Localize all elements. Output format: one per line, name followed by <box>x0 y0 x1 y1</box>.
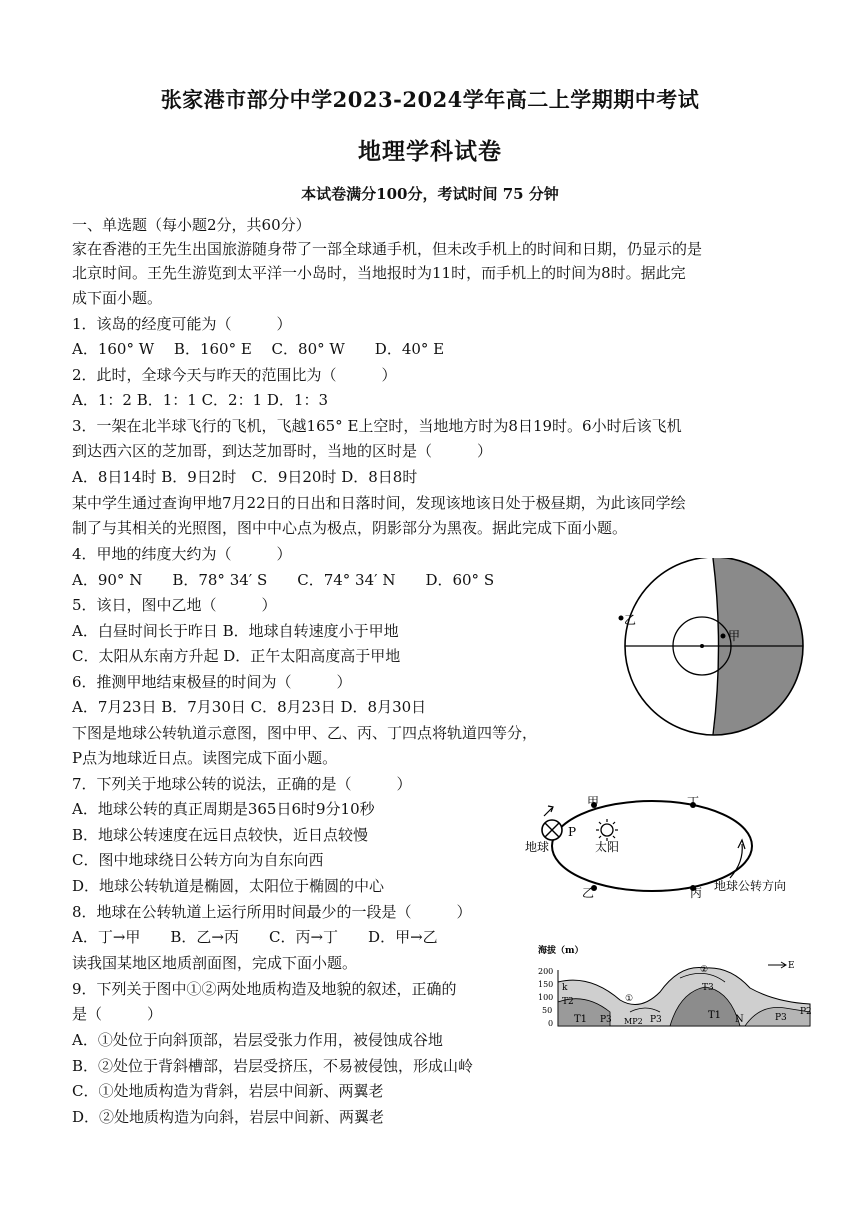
geo-ytick: 200 <box>538 967 554 976</box>
orbit-earth-label: 地球 <box>525 840 550 854</box>
text-line: 8．地球在公转轨道上运行所用时间最少的一段是（ ） <box>72 903 472 921</box>
text-line: 制了与其相关的光照图，图中中心点为极点，阴影部分为黑夜。据此完成下面小题。 <box>72 519 628 537</box>
text-line: B．②处位于背斜槽部，岩层受挤压，不易被侵蚀，形成山岭 <box>72 1057 474 1075</box>
exam-title: 张家港市部分中学2023-2024学年高二上学期期中考试 <box>160 87 700 112</box>
text-line: A．160° W B．160° E C．80° W D．40° E <box>72 340 445 358</box>
text-line: B．地球公转速度在远日点较快，近日点较慢 <box>72 826 369 844</box>
rock-label: T3 <box>702 983 714 993</box>
orbit-ding: 丁 <box>687 795 700 809</box>
text-line: 5．该日，图中乙地（ ） <box>72 596 277 614</box>
text-line: 一、单选题（每小题2分，共60分） <box>72 216 311 234</box>
text-line: P点为地球近日点。读图完成下面小题。 <box>72 749 338 767</box>
geo-mark-2: ② <box>700 965 709 975</box>
orbit-jia: 甲 <box>587 795 600 809</box>
text-line: 6．推测甲地结束极昼的时间为（ ） <box>72 673 352 691</box>
text-line: C．①处地质构造为背斜，岩层中间新、两翼老 <box>72 1082 384 1100</box>
earth-icon <box>542 806 562 840</box>
rock-label: MP2 <box>624 1017 643 1026</box>
text-line: A．8日14时 B．9日2时 C．9日20时 D．8日8时 <box>72 468 418 486</box>
text-line: 是（ ） <box>72 1005 163 1023</box>
orbit-direction: 地球公转方向 <box>714 879 787 893</box>
geo-ytick: 50 <box>542 1006 553 1015</box>
text-line: 读我国某地区地质剖面图，完成下面小题。 <box>72 954 358 972</box>
text-line: A．7月23日 B．7月30日 C．8月23日 D．8月30日 <box>72 698 427 716</box>
geology-profile-figure <box>530 942 815 1032</box>
rock-label: P2 <box>800 1007 812 1017</box>
polar-illumination-figure <box>596 558 832 738</box>
text-line: 1．该岛的经度可能为（ ） <box>72 315 292 333</box>
text-line: A．丁→甲 B．乙→丙 C．丙→丁 D．甲→乙 <box>72 928 438 946</box>
text-line: A．1：2 B．1：1 C．2：1 D．1：3 <box>72 391 329 409</box>
geo-ytick: 0 <box>548 1019 554 1028</box>
orbit-bing: 丙 <box>690 886 703 900</box>
geo-ylabel: 海拔（m） <box>538 946 584 956</box>
text-line: 9．下列关于图中①②两处地质构造及地貌的叙述，正确的 <box>72 980 457 998</box>
text-line: C．图中地球绕日公转方向为自东向西 <box>72 851 324 869</box>
rock-label: P3 <box>600 1015 612 1025</box>
rock-label: N <box>735 1014 744 1025</box>
rock-label: P3 <box>650 1015 662 1025</box>
text-line: A．白昼时间长于昨日 B．地球自转速度小于甲地 <box>72 622 399 640</box>
sun-icon <box>596 819 618 841</box>
geo-east: E <box>788 961 795 971</box>
text-line: 某中学生通过查询甲地7月22日的日出和日落时间，发现该地该日处于极昼期，为此该同学绘 <box>72 494 686 512</box>
label-jia: 甲 <box>728 629 741 643</box>
subject-title: 地理学科试卷 <box>358 138 502 165</box>
text-line: A．90° N B．78° 34′ S C．74° 34′ N D．60° S <box>72 571 495 589</box>
rock-label: T2 <box>562 997 574 1007</box>
text-line: 家在香港的王先生出国旅游随身带了一部全球通手机，但未改手机上的时间和日期，仍显示的是 <box>72 240 703 258</box>
text-line: D．②处地质构造为向斜，岩层中间新、两翼老 <box>72 1108 385 1126</box>
text-line: 成下面小题。 <box>72 289 163 307</box>
text-line: 7．下列关于地球公转的说法，正确的是（ ） <box>72 775 412 793</box>
rock-label: P3 <box>775 1013 787 1023</box>
label-yi: 乙 <box>624 613 637 627</box>
geo-ytick: 150 <box>538 980 554 989</box>
orbit-sun-label: 太阳 <box>595 840 620 854</box>
rock-label: k <box>562 983 568 993</box>
text-line: C．太阳从东南方升起 D．正午太阳高度高于甲地 <box>72 647 401 665</box>
text-line: A．①处位于向斜顶部，岩层受张力作用，被侵蚀成谷地 <box>72 1031 443 1049</box>
text-line: 下图是地球公转轨道示意图，图中甲、乙、丙、丁四点将轨道四等分， <box>72 724 538 742</box>
orbit-figure <box>522 794 822 902</box>
rock-label: T1 <box>574 1014 588 1025</box>
orbit-yi: 乙 <box>582 886 595 900</box>
rock-label: T1 <box>708 1010 722 1021</box>
text-line: 3．一架在北半球飞行的飞机，飞越165° E上空时，当地地方时为8日19时。6小时后该飞机 <box>72 417 682 435</box>
orbit-p: P <box>568 825 577 839</box>
text-line: A．地球公转的真正周期是365日6时9分10秒 <box>72 800 375 818</box>
exam-info: 本试卷满分100分，考试时间 75 分钟 <box>301 185 559 203</box>
text-line: 北京时间。王先生游览到太平洋一小岛时，当地报时为11时，而手机上的时间为8时。据此完 <box>72 264 686 282</box>
text-line: 4．甲地的纬度大约为（ ） <box>72 545 292 563</box>
geo-mark-1: ① <box>625 994 634 1004</box>
geo-ytick: 100 <box>538 993 554 1002</box>
text-line: D．地球公转轨道是椭圆，太阳位于椭圆的中心 <box>72 877 385 895</box>
text-line: 到达西六区的芝加哥，到达芝加哥时，当地的区时是（ ） <box>72 442 493 460</box>
text-line: 2．此时，全球今天与昨天的范围比为（ ） <box>72 366 397 384</box>
